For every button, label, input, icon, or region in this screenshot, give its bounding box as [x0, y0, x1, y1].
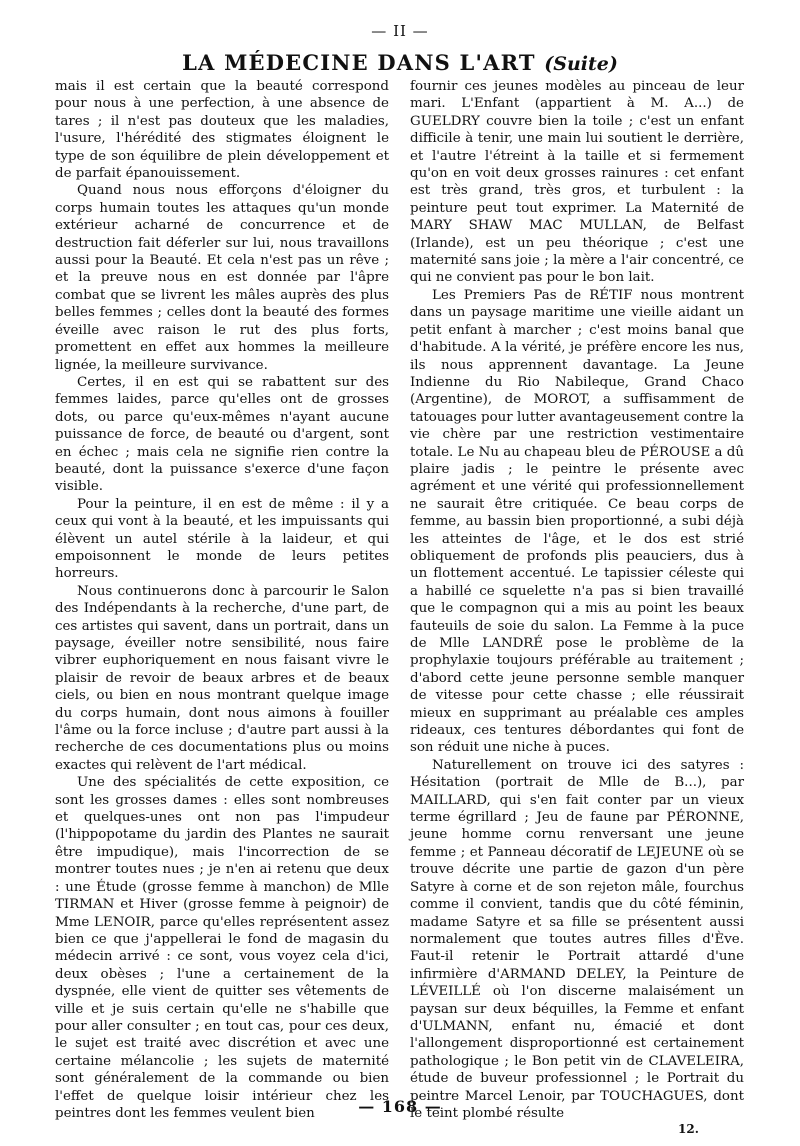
folio-number: — II —	[371, 22, 429, 40]
paragraph: Nous continuerons donc à parcourir le Salon des Indépendants à la recherche, d'une part, de ces artistes qui savent, dans un portrait, dans un paysage, éveiller notre sensibilité, nous faire vibrer euphoriquement en nous faisant vivre le plaisir de revoir de beaux arbres et de beaux ciels, ou bien en nous montrant quelque image du corps humain, dont nous aimons à fouiller l'âme ou la force incluse ; d'autre part aussi à la recherche de ces documentations plus ou moins exactes qui relèvent de l'art médical.	[55, 583, 389, 773]
article-title-suite: (Suite)	[544, 53, 618, 75]
left-column	[55, 78, 389, 1122]
paragraph: fournir ces jeunes modèles au pinceau de leur mari. L'Enfant (appartient à M. A...) de GUELDRY couvre bien la toile ; c'est un enfant difficile à tenir, une main lui soutient le derrière, et l'autre l'étreint à la taille et si fermement qu'on en voit deux grosses rainures : cet enfant est très grand, très gros, et turbulent : la peinture peut tout exprimer. La Maternité de MARY SHAW MAC MULLAN, de Belfast (Irlande), est un peu théorique ; c'est une maternité sans joie ; la mère a l'air concentré, ce qui ne convient pas pour le bon lait.	[410, 79, 744, 286]
paragraph: Certes, il en est qui se rabattent sur des femmes laides, parce qu'elles ont de grosses dots, ou parce qu'eux-mêmes n'ayant aucune puissance de force, de beauté ou d'argent, sont en échec ; mais cela ne signifie rien contre la beauté, dont la puissance s'exerce d'une façon visible.	[55, 374, 389, 495]
signature-mark: 12.	[678, 1122, 699, 1136]
right-column	[410, 78, 744, 1122]
page-number: — 168 —	[358, 1097, 442, 1116]
paragraph: mais il est certain que la beauté correspond pour nous à une perfection, à une absence de tares ; il n'est pas douteux que les maladies, l'usure, l'hérédité des stigmates éloignent le type de son équilibre de plein développement et de parfait épanouissement.	[55, 79, 389, 182]
paragraph: Une des spécialités de cette exposition, ce sont les grosses dames : elles sont nombreuses et quelques-unes ont non pas l'impudeur (l'hippopotame du jardin des Plantes ne saurait être impudique), mais l'incorrection de se montrer toutes nues ; je n'en ai retenu que deux : une Étude (grosse femme à manchon) de Mlle TIRMAN et Hiver (grosse femme à peignoir) de Mme LENOIR, parce qu'elles représentent assez bien ce que j'appellerai le fond de magasin du médecin arrivé : ce sont, vous voyez cela d'ici, deux obèses ; l'une a certainement de la dyspnée, elle vient de quitter ses vêtements de ville et je suis certain qu'elle ne s'habille que pour aller consulter ; en tout cas, pour ces deux, le sujet est traité avec discrétion et avec une certaine mélancolie ; les sujets de maternité sont généralement de la commande ou bien l'effet de quelque loisir intérieur chez les peintres dont les femmes veulent bien	[55, 775, 389, 1121]
article-title-text: LA MÉDECINE DANS L'ART	[182, 50, 536, 75]
paragraph: Quand nous nous efforçons d'éloigner du corps humain toutes les attaques qu'un monde extérieur acharné de concurrence et de destruction fait déferler sur lui, nous travaillons aussi pour la Beauté. Et cela n'est pas un rêve ; et la preuve nous en est donnée par l'âpre combat que se livrent les mâles auprès des plus belles femmes ; celles dont la beauté des formes éveille avec raison le rut des plus forts, promettent en effet aux hommes la meilleure lignée, la meilleure survivance.	[55, 183, 389, 373]
paragraph: Naturellement on trouve ici des satyres : Hésitation (portrait de Mlle de B...), par MAILLARD, qui s'en fait conter par un vieux terme égrillard ; Jeu de faune par PÉRONNE, jeune homme cornu renversant une jeune femme ; et Panneau décoratif de LEJEUNE où se trouve décrite une partie de gazon d'un père Satyre à corne et de son rejeton mâle, fourchus comme il convient, tandis que du côté féminin, madame Satyre et sa fille se présentent aussi normalement que toutes autres filles d'Ève. Faut-il retenir le Portrait attardé d'une infirmière d'ARMAND DELEY, la Peinture de LÉVEILLÉ où l'on discerne malaisément un paysan sur deux béquilles, la Femme et enfant d'ULMANN, enfant nu, émacié et dont l'allongement disproportionné est certainement pathologique ; le Bon petit vin de CLAVELEIRA, étude de buveur professionnel ; le Portrait du peintre Marcel Lenoir, par TOUCHAGUES, dont le teint plombé résulte	[410, 757, 744, 1121]
paragraph: Les Premiers Pas de RÉTIF nous montrent dans un paysage maritime une vieille aidant un petit enfant à marcher ; c'est moins banal que d'habitude. A la vérité, je préfère encore les nus, ils nous apprennent davantage. La Jeune Indienne du Rio Nabileque, Grand Chaco (Argentine), de MOROT, a suffisamment de tatouages pour lutter avantageusement contre la vie chère par une restriction vestimentaire totale. Le Nu au chapeau bleu de PÉROUSE a dû plaire jadis ; le peintre le présente avec agrément et une vérité qui professionnellement ne saurait être critiquée. Ce beau corps de femme, au bassin bien proportionné, a subi déjà les atteintes de l'âge, et le dos est strié obliquement de profonds plis peauciers, dus à un flottement accentué. Le tapissier céleste qui a habillé ce squelette n'a pas si bien travaillé que le compagnon qui a mis au point les beaux fauteuils de soie du salon. La Femme à la puce de Mlle LANDRÉ pose le problème de la prophylaxie toujours préférable au traitement ; d'abord cette jeune personne semble manquer de vitesse pour cette chasse ; elle réussirait mieux en supprimant au préalable ces amples rideaux, ces tentures débordantes qui font de son réduit une niche à puces.	[410, 287, 744, 756]
paragraph: Pour la peinture, il en est de même : il y a ceux qui vont à la beauté, et les impuissants qui élèvent un autel stérile à la laideur, et qui empoisonnent le monde de leurs petites horreurs.	[55, 496, 389, 582]
article-title	[0, 50, 800, 75]
